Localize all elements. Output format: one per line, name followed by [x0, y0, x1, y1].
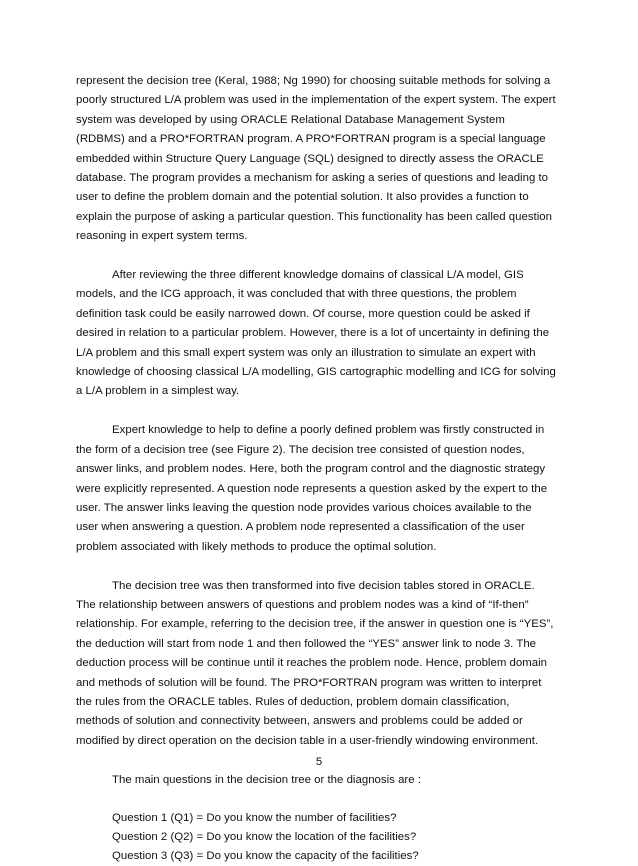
- paragraph-2: After reviewing the three different knowledge domains of classical L/A model, GIS models, and the ICG approach, it was concluded that with three questions, the problem definition task could be easily narrowed down. Of course, more question could be asked if desired in relation to a particular problem. However, there is a lot of uncertainty in defining the L/A problem and this small expert system was only an illustration to simulate an expert with knowledge of choosing classical L/A modelling, GIS cartographic modelling and ICG for solving a L/A problem in a simplest way.: [76, 269, 556, 398]
- paragraph-1: represent the decision tree (Keral, 1988; Ng 1990) for choosing suitable methods for solving a poorly structured L/A problem was used in the implementation of the expert system. The expert system was developed by using ORACLE Relational Database Management System (RDBMS) and a PRO*FORTRAN program. A PRO*FORTRAN program is a special language embedded within Structure Query Language (SQL) designed to directly assess the ORACLE database. The program provides a mechanism for asking a series of questions and leading to user to define the problem domain and the potential solution. It also provides a function to explain the purpose of asking a particular question. This functionality has been called question reasoning in expert system terms.: [76, 75, 556, 243]
- question-1: Question 1 (Q1) = Do you know the number of facilities?: [112, 812, 397, 825]
- question-2: Question 2 (Q2) = Do you know the location of the facilities?: [112, 831, 417, 844]
- paragraph-5: The main questions in the decision tree or the diagnosis are :: [112, 773, 421, 786]
- page-number: 5: [315, 756, 323, 768]
- question-3: Question 3 (Q3) = Do you know the capacity of the facilities?: [112, 849, 419, 862]
- paragraph-4: The decision tree was then transformed into five decision tables stored in ORACLE. The relationship between answers of questions and problem nodes was a kind of “If-then” relationship. For example, referring to the decision tree, if the answer in question one is “YES”, the deduction will start from node 1 and then followed the “YES” answer link to node 3. The deduction process will be continue until it reaches the problem node. Hence, problem domain and methods of solution will be found. The PRO*FORTRAN program was written to interpret the rules from the ORACLE tables. Rules of deduction, problem domain classification, methods of solution and connectivity between, answers and problems could be added or modified by direct operation on the decision table in a user-friendly windowing environment.: [76, 579, 554, 747]
- question-list: [76, 809, 556, 865]
- document-page: [76, 72, 556, 866]
- paragraph-3: Expert knowledge to help to define a poorly defined problem was firstly constructed in the form of a decision tree (see Figure 2). The decision tree consisted of question nodes, answer links, and problem nodes. Here, both the program control and the diagnostic strategy were explicitly represented. A question node represents a question asked by the expert to the user. The answer links leaving the question node provides various choices available to the user when answering a question. A problem node represented a classification of the user problem associated with likely methods to produce the optimal solution.: [76, 424, 548, 553]
